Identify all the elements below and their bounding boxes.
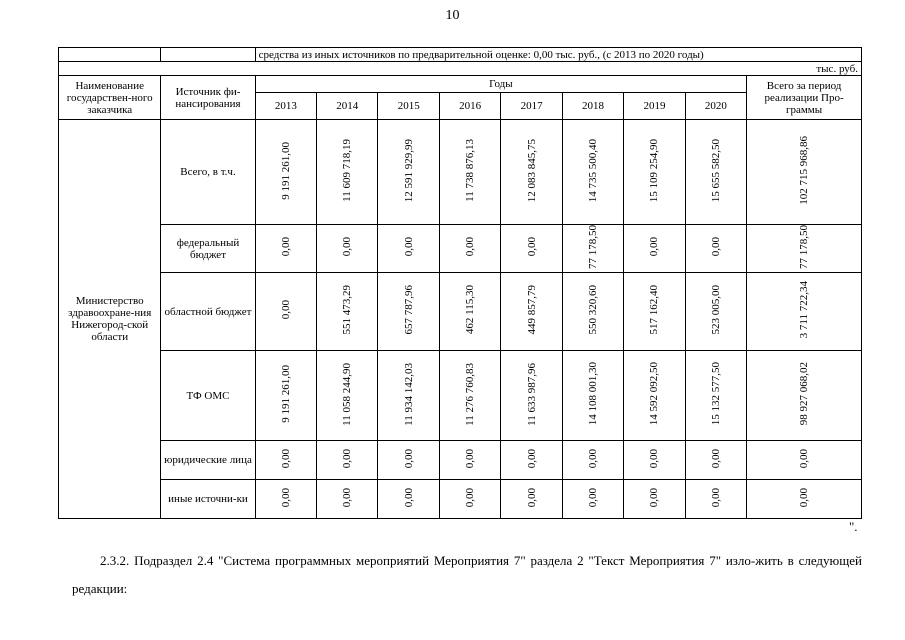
value-cell	[562, 225, 623, 273]
value-text: 0,00	[709, 448, 722, 469]
value-cell	[685, 225, 746, 273]
caption-spacer	[59, 48, 161, 62]
value-text: 0,00	[464, 487, 477, 508]
total-text: 77 178,50	[798, 225, 811, 269]
header-years: Годы	[255, 76, 747, 93]
value-text: 0,00	[402, 448, 415, 469]
value-cell	[255, 480, 316, 519]
value-text: 0,00	[587, 487, 600, 508]
value-text: 0,00	[648, 487, 661, 508]
value-text: 77 178,50	[587, 225, 600, 269]
value-text: 0,00	[402, 487, 415, 508]
value-cell	[317, 441, 378, 480]
value-cell	[255, 441, 316, 480]
value-text: 0,00	[709, 237, 722, 257]
source-label: иные источни-ки	[161, 480, 255, 519]
value-text: 0,00	[709, 487, 722, 508]
source-label: областной бюджет	[161, 273, 255, 351]
table-row	[59, 120, 862, 225]
caption-spacer	[161, 48, 255, 62]
source-label: ТФ ОМС	[161, 351, 255, 441]
value-cell	[317, 351, 378, 441]
value-cell	[685, 351, 746, 441]
value-text: 12 083 845,75	[525, 138, 538, 203]
total-cell	[747, 351, 862, 441]
value-cell	[624, 480, 685, 519]
value-text: 0,00	[279, 237, 292, 257]
header-year: 2016	[439, 93, 500, 120]
table-caption: средства из иных источников по предварительной оценке: 0,00 тыс. руб., (с 2013 по 2020 годы)	[255, 48, 861, 62]
value-text: 11 276 760,83	[464, 362, 477, 426]
value-cell	[439, 480, 500, 519]
value-cell	[624, 441, 685, 480]
value-cell	[562, 441, 623, 480]
value-text: 11 058 244,90	[341, 362, 354, 426]
value-text: 657 787,96	[402, 285, 415, 335]
value-text: 9 191 261,00	[279, 365, 292, 423]
value-text: 0,00	[341, 448, 354, 469]
value-cell	[317, 120, 378, 225]
value-cell	[317, 480, 378, 519]
value-text: 550 320,60	[587, 285, 600, 335]
value-text: 14 735 500,40	[587, 138, 600, 203]
value-text: 0,00	[341, 237, 354, 257]
table-row	[59, 225, 862, 273]
total-cell	[747, 120, 862, 225]
table-row	[59, 441, 862, 480]
value-cell	[501, 120, 562, 225]
value-text: 0,00	[587, 448, 600, 469]
total-cell	[747, 480, 862, 519]
value-cell	[624, 351, 685, 441]
value-text: 0,00	[279, 448, 292, 469]
value-cell	[624, 225, 685, 273]
value-cell	[562, 351, 623, 441]
value-text: 11 738 876,13	[464, 139, 477, 202]
value-cell	[685, 120, 746, 225]
value-text: 11 633 987,96	[525, 362, 538, 426]
value-cell	[378, 351, 439, 441]
value-cell	[562, 120, 623, 225]
value-cell	[685, 441, 746, 480]
value-text: 0,00	[648, 237, 661, 257]
value-text: 462 115,30	[464, 285, 477, 335]
value-cell	[439, 273, 500, 351]
value-text: 523 005,00	[709, 285, 722, 335]
value-cell	[378, 480, 439, 519]
value-cell	[562, 273, 623, 351]
value-text: 0,00	[648, 448, 661, 469]
header-source: Источник фи-нансирования	[161, 76, 255, 120]
value-cell	[685, 480, 746, 519]
header-year: 2019	[624, 93, 685, 120]
value-cell	[685, 273, 746, 351]
value-cell	[317, 273, 378, 351]
value-cell	[501, 480, 562, 519]
total-cell	[747, 441, 862, 480]
total-cell	[747, 225, 862, 273]
amendment-paragraph: 2.3.2. Подраздел 2.4 "Система программных мероприятий Мероприятия 7" раздела 2 "Текст Мероприятия 7" изло-жить в следующей редакции:	[72, 553, 862, 596]
source-label: юридические лица	[161, 441, 255, 480]
table-row	[59, 480, 862, 519]
value-cell	[439, 351, 500, 441]
value-text: 0,00	[464, 237, 477, 257]
value-text: 15 655 582,50	[709, 138, 722, 203]
value-cell	[378, 120, 439, 225]
value-text: 15 132 577,50	[709, 362, 722, 426]
units-label: тыс. руб.	[59, 62, 862, 76]
source-label: федеральный бюджет	[161, 225, 255, 273]
value-cell	[378, 441, 439, 480]
value-text: 0,00	[525, 237, 538, 257]
header-year: 2020	[685, 93, 746, 120]
page-number: 10	[445, 8, 460, 23]
value-text: 517 162,40	[648, 285, 661, 335]
value-text: 449 857,79	[525, 285, 538, 335]
value-text: 0,00	[525, 448, 538, 469]
value-cell	[562, 480, 623, 519]
value-cell	[439, 120, 500, 225]
value-cell	[378, 225, 439, 273]
financing-table	[58, 47, 862, 519]
header-year: 2018	[562, 93, 623, 120]
value-cell	[255, 273, 316, 351]
value-cell	[501, 273, 562, 351]
value-cell	[501, 441, 562, 480]
value-text: 12 591 929,99	[402, 138, 415, 203]
value-cell	[624, 120, 685, 225]
source-label: Всего, в т.ч.	[161, 120, 255, 225]
total-text: 102 715 968,86	[798, 136, 811, 205]
value-text: 15 109 254,90	[648, 138, 661, 203]
value-cell	[255, 351, 316, 441]
header-year: 2017	[501, 93, 562, 120]
value-text: 11 934 142,03	[402, 362, 415, 426]
total-text: 3 711 722,34	[798, 281, 811, 339]
value-text: 0,00	[279, 300, 292, 320]
header-year: 2013	[255, 93, 316, 120]
total-text: 98 927 068,02	[798, 362, 811, 426]
value-text: 0,00	[402, 237, 415, 257]
header-year: 2015	[378, 93, 439, 120]
total-cell	[747, 273, 862, 351]
closing-quote: ".	[849, 519, 858, 534]
total-text: 0,00	[798, 448, 811, 469]
value-cell	[255, 225, 316, 273]
table-row	[59, 351, 862, 441]
value-text: 9 191 261,00	[279, 141, 292, 200]
value-cell	[378, 273, 439, 351]
value-text: 0,00	[279, 487, 292, 508]
value-text: 14 108 001,30	[587, 362, 600, 426]
customer-name: Министерство здравоохране-ния Нижегород-ской области	[59, 120, 161, 519]
value-cell	[501, 225, 562, 273]
value-cell	[317, 225, 378, 273]
value-text: 0,00	[341, 487, 354, 508]
table-row	[59, 273, 862, 351]
value-text: 0,00	[464, 448, 477, 469]
value-text: 11 609 718,19	[341, 139, 354, 202]
value-text: 0,00	[525, 487, 538, 508]
header-year: 2014	[317, 93, 378, 120]
value-cell	[255, 120, 316, 225]
header-total: Всего за период реализации Про-граммы	[747, 76, 862, 120]
header-customer: Наименование государствен-ного заказчика	[59, 76, 161, 120]
total-text: 0,00	[798, 487, 811, 508]
value-text: 551 473,29	[341, 285, 354, 335]
value-cell	[501, 351, 562, 441]
value-cell	[624, 273, 685, 351]
value-cell	[439, 225, 500, 273]
value-text: 14 592 092,50	[648, 362, 661, 426]
value-cell	[439, 441, 500, 480]
